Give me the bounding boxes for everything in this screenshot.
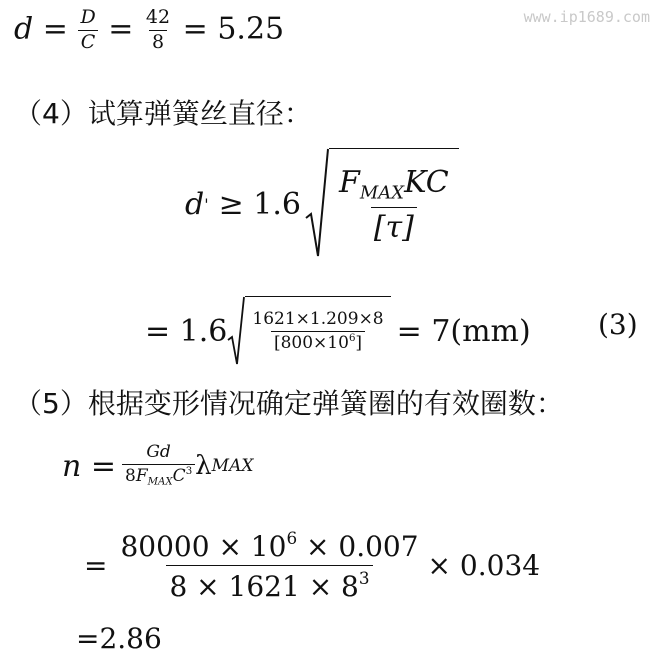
eq4-den-pre: 8 (125, 465, 136, 486)
eq4-den-F-sub: MAX (147, 476, 173, 488)
eq5-fraction (117, 530, 421, 601)
eq5-den-main: 8 × 1621 × 8 (169, 569, 359, 603)
eq1-fraction-DC (77, 8, 98, 53)
eq5-numerator (117, 530, 421, 565)
eq4-den-C: C (172, 465, 186, 486)
eq1-result: = 5.25 (182, 11, 285, 47)
radical-sign-icon (227, 296, 245, 366)
eq3-fraction (249, 311, 386, 353)
eq2-sqrt (305, 148, 459, 260)
eq2-denominator (371, 207, 417, 244)
equation-coil-count-value (84, 530, 540, 601)
step4-heading: （4）试算弹簧丝直径： (14, 97, 312, 130)
eq1-equals-2: = (108, 11, 134, 47)
eq5-den-exp: 3 (358, 568, 370, 589)
equation-number: (3) (598, 308, 638, 341)
eq3-den-exp: 6 (348, 332, 356, 344)
eq2-tau: [τ] (373, 210, 414, 246)
eq4-denominator (122, 464, 195, 488)
eq2-relation: ≥ 1.6 (218, 186, 302, 222)
eq2-lhs: d (185, 186, 205, 222)
eq4-lhs: n = (62, 448, 116, 484)
eq5-denominator (166, 565, 372, 601)
eq2-F-sub: MAX (359, 182, 405, 204)
eq3-radicand (245, 296, 390, 366)
watermark: www.ip1689.com (523, 8, 650, 26)
eq4-fraction (122, 444, 195, 488)
eq1-num: D (80, 6, 96, 28)
eq1-lhs: d (14, 11, 34, 47)
eq4-den-F: F (135, 465, 148, 486)
radical-sign-icon (305, 148, 329, 260)
eq3-numerator: 1621×1.209×8 (252, 309, 384, 330)
eq5-num-tail: × 0.007 (297, 529, 419, 563)
eq5-equals: = (84, 549, 108, 583)
eq3-denominator (271, 331, 365, 353)
equation-wire-diameter-value (145, 296, 531, 366)
eq2-prime: ' (204, 194, 209, 214)
equation-d-ratio (14, 8, 284, 53)
eq3-den-left: [800×10 (273, 333, 349, 354)
eq2-numerator (333, 167, 455, 207)
eq1-equals: = (42, 11, 68, 47)
eq3-sqrt (227, 296, 390, 366)
eq5-num-main: 80000 × 10 (120, 529, 287, 563)
eq5-tail: × 0.034 (427, 549, 541, 583)
eq1-den: C (78, 30, 99, 53)
eq4-lambda-sub: MAX (211, 456, 254, 477)
eq4-numerator: Gd (146, 442, 171, 462)
eq2-fraction (333, 167, 455, 244)
equation-coil-count (62, 444, 253, 488)
eq2-KC: KC (404, 165, 449, 201)
eq4-lambda: λ (195, 451, 212, 482)
step5-heading: （5）根据变形情况确定弹簧圈的有效圈数： (14, 387, 564, 420)
eq3-result: = 7(mm) (396, 313, 531, 349)
eq1-fraction-numeric (143, 8, 173, 53)
eq2-F: F (339, 165, 360, 201)
eq1-num2: 42 (145, 6, 171, 28)
eq4-den-exp: 3 (185, 465, 193, 477)
eq1-den2: 8 (149, 30, 167, 53)
equation-coil-count-result: =2.86 (76, 622, 162, 655)
equation-wire-diameter (185, 148, 459, 260)
eq2-radicand (329, 148, 459, 260)
eq3-prefix: = 1.6 (145, 313, 228, 349)
eq3-den-right: ] (355, 333, 363, 354)
eq5-num-exp: 6 (286, 528, 298, 548)
